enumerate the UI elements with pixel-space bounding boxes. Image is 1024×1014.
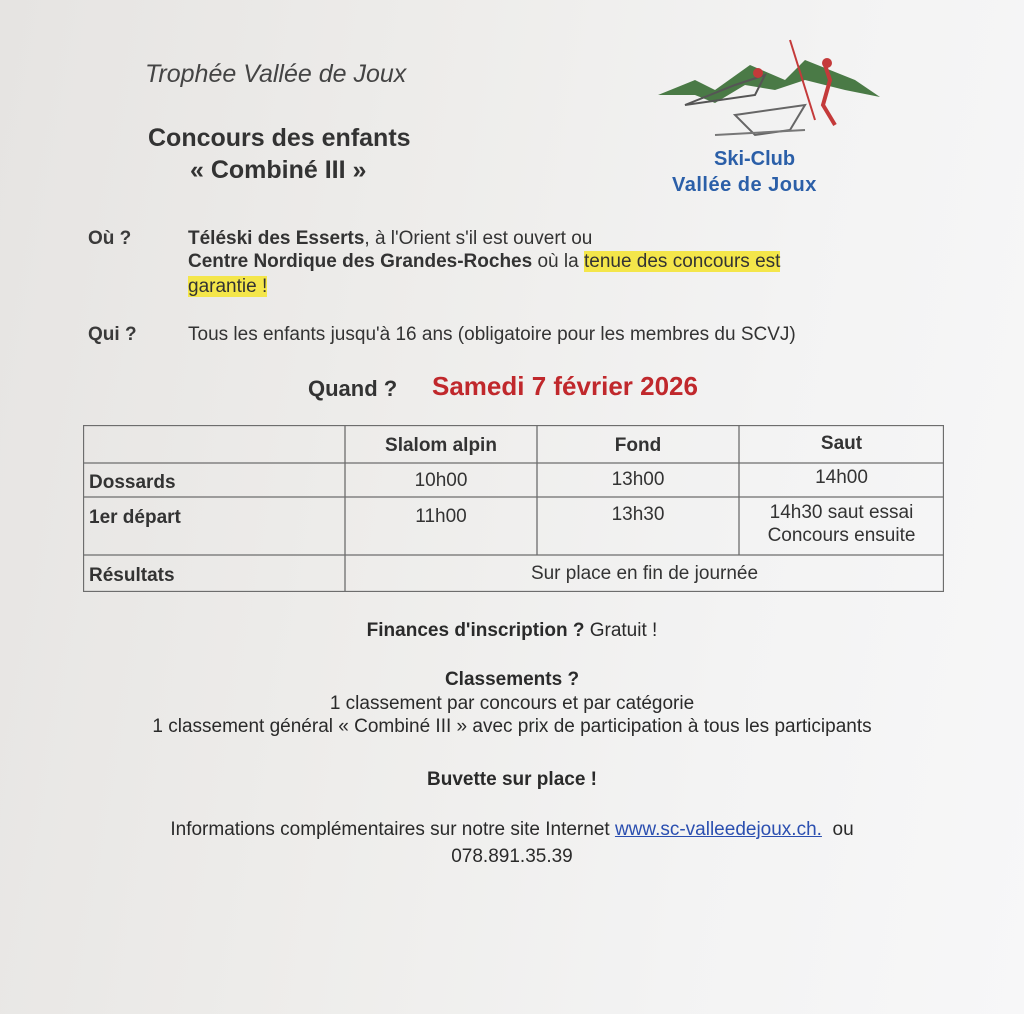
- phone-number: 078.891.35.39: [451, 846, 573, 867]
- who-label: Qui ?: [88, 324, 137, 345]
- fees-line: [0, 620, 1024, 642]
- table-cell: Concours ensuite: [767, 525, 916, 546]
- rankings-label: Classements ?: [444, 669, 580, 690]
- info-line: [0, 819, 1024, 841]
- where-line3: [188, 276, 267, 298]
- rankings-line2: 1 classement général « Combiné III » avec prix de participation à tous les participants: [152, 716, 872, 737]
- table-cell: 10h00: [414, 470, 468, 491]
- fees-label: Finances d'inscription ?: [366, 620, 585, 641]
- row-label-depart: 1er départ: [89, 507, 181, 528]
- info-text: Informations complémentaires sur notre site Internet: [170, 819, 615, 840]
- club-name-line1: Ski-Club: [714, 148, 796, 170]
- table-cell: 14h00: [815, 467, 868, 488]
- who-text: Tous les enfants jusqu'à 16 ans (obligatoire pour les membres du SCVJ): [188, 324, 796, 345]
- page-subtitle: « Combiné III »: [190, 156, 367, 184]
- table-cell: 11h00: [415, 506, 467, 527]
- highlight-guarantee: tenue des concours est: [583, 251, 781, 272]
- info-suffix: ou: [832, 819, 854, 840]
- row-label-dossards: Dossards: [89, 472, 176, 493]
- fees-value: Gratuit !: [589, 620, 658, 641]
- col-header-slalom: Slalom alpin: [385, 435, 497, 456]
- table-cell-merged: Sur place en fin de journée: [530, 563, 759, 584]
- schedule-table: [83, 425, 944, 592]
- when-label: Quand ?: [308, 376, 398, 401]
- where-line1: [188, 228, 592, 250]
- table-cell: 14h30 saut essai: [769, 502, 914, 523]
- trophy-title: Trophée Vallée de Joux: [145, 60, 407, 88]
- highlight-guarantee-end: garantie !: [188, 276, 268, 297]
- place-grandes-roches: Centre Nordique des Grandes-Roches: [188, 251, 533, 272]
- where-text1: , à l'Orient s'il est ouvert ou: [364, 228, 593, 249]
- col-header-fond: Fond: [614, 435, 662, 456]
- col-header-saut: Saut: [820, 433, 863, 454]
- row-label-resultats: Résultats: [89, 565, 175, 586]
- rankings-line1: 1 classement par concours et par catégorie: [329, 693, 695, 714]
- bar-notice: Buvette sur place !: [427, 769, 597, 790]
- where-label: Où ?: [88, 228, 132, 249]
- table-cell: 13h00: [611, 469, 665, 490]
- table-cell: 13h30: [611, 504, 665, 525]
- page-title: Concours des enfants: [148, 124, 411, 152]
- place-esserts: Téléski des Esserts: [188, 228, 365, 249]
- where-line2: [188, 251, 780, 273]
- event-date: Samedi 7 février 2026: [432, 371, 698, 401]
- website-link[interactable]: www.sc-valleedejoux.ch.: [614, 819, 822, 840]
- club-name-line2: Vallée de Joux: [672, 174, 817, 196]
- where-text2: où la: [532, 251, 584, 272]
